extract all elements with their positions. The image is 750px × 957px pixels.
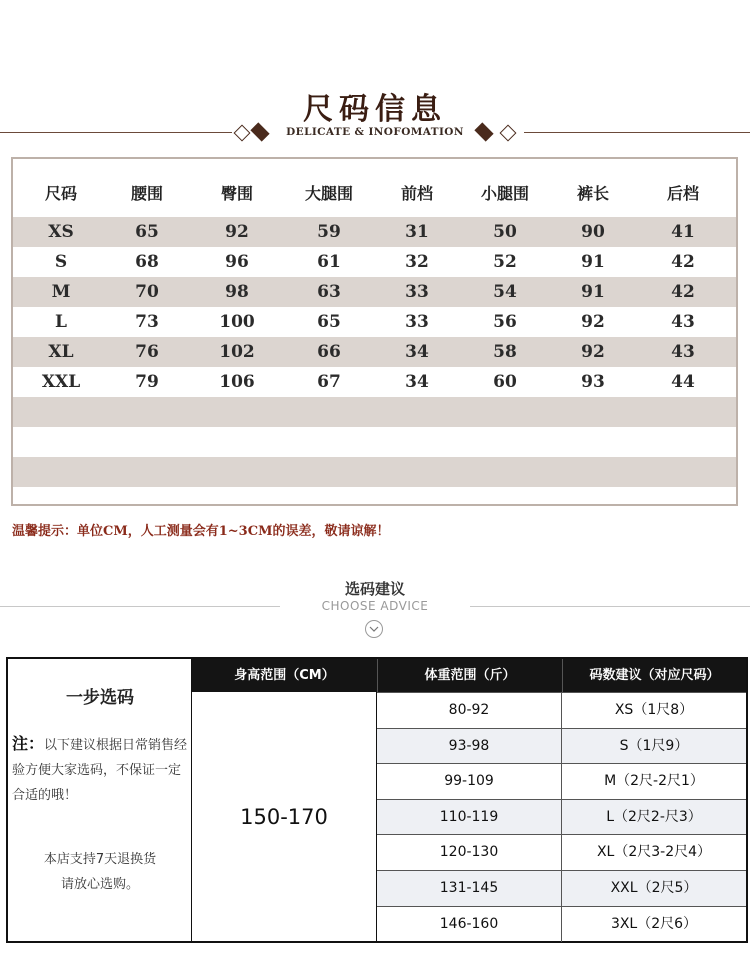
cell-thigh: 61 bbox=[317, 252, 341, 272]
policy-line-2: 请放心选购。 bbox=[60, 877, 139, 892]
cell-thigh: 65 bbox=[317, 312, 341, 332]
size-row-l bbox=[13, 307, 736, 337]
weight-range-cell: 146-160 bbox=[377, 907, 562, 942]
cell-back-rise: 41 bbox=[671, 222, 695, 242]
cell-front-rise: 33 bbox=[405, 312, 429, 332]
size-row-xs bbox=[13, 217, 736, 247]
weight-range-cell: 110-119 bbox=[377, 800, 562, 835]
advice-left-panel bbox=[8, 659, 192, 941]
size-advice-cell: L（2尺2-尺3） bbox=[606, 808, 702, 825]
advice-divider-right bbox=[470, 606, 750, 607]
advice-row bbox=[377, 870, 746, 906]
weight-range-cell: 80-92 bbox=[377, 693, 562, 728]
cell-calf: 60 bbox=[493, 372, 517, 392]
note-label: 注： bbox=[12, 734, 45, 753]
weight-range-cell: 93-98 bbox=[377, 729, 562, 764]
cell-length: 91 bbox=[581, 282, 605, 302]
header-length: 裤长 bbox=[576, 184, 609, 203]
measurement-tip: 温馨提示：单位CM，人工测量会有1~3CM的误差，敬请谅解！ bbox=[12, 524, 390, 539]
cell-length: 90 bbox=[581, 222, 605, 242]
diamond-ornament-right bbox=[474, 124, 522, 142]
cell-front-rise: 33 bbox=[405, 282, 429, 302]
header-height-range: 身高范围（CM） bbox=[192, 659, 377, 692]
advice-section-subtitle: CHOOSE ADVICE bbox=[321, 599, 429, 613]
empty-row bbox=[13, 427, 736, 457]
cell-back-rise: 42 bbox=[671, 252, 695, 272]
cell-size: XXL bbox=[41, 372, 81, 392]
cell-front-rise: 34 bbox=[405, 372, 429, 392]
header-weight-range: 体重范围（斤） bbox=[377, 659, 562, 692]
size-row-s bbox=[13, 247, 736, 277]
cell-size: M bbox=[51, 282, 71, 302]
size-row-m bbox=[13, 277, 736, 307]
cell-front-rise: 32 bbox=[405, 252, 429, 272]
size-advice-cell: XXL（2尺5） bbox=[610, 880, 698, 896]
cell-waist: 70 bbox=[135, 282, 159, 302]
header-hip: 臀围 bbox=[220, 184, 253, 203]
title-divider-left bbox=[0, 132, 232, 133]
cell-thigh: 63 bbox=[317, 282, 341, 302]
cell-waist: 79 bbox=[135, 372, 159, 392]
cell-length: 91 bbox=[581, 252, 605, 272]
cell-waist: 65 bbox=[135, 222, 159, 242]
advice-row bbox=[377, 906, 746, 942]
size-row-xl bbox=[13, 337, 736, 367]
cell-waist: 76 bbox=[135, 342, 159, 362]
header-size-advice: 码数建议（对应尺码） bbox=[562, 659, 746, 692]
advice-section-title: 选码建议 bbox=[344, 580, 405, 598]
size-advice-cell: 3XL（2尺6） bbox=[610, 915, 698, 932]
header-back-rise: 后档 bbox=[666, 184, 699, 203]
size-section-title: 尺码信息 bbox=[303, 92, 447, 127]
cell-size: L bbox=[55, 312, 67, 332]
cell-waist: 68 bbox=[135, 252, 159, 272]
cell-thigh: 66 bbox=[317, 342, 341, 362]
cell-size: XS bbox=[48, 222, 74, 242]
cell-hip: 92 bbox=[225, 222, 249, 242]
size-row-xxl bbox=[13, 367, 736, 397]
header-thigh: 大腿围 bbox=[304, 184, 353, 203]
cell-back-rise: 43 bbox=[671, 342, 695, 362]
cell-thigh: 67 bbox=[317, 372, 341, 392]
advice-row bbox=[377, 763, 746, 799]
cell-size: S bbox=[54, 252, 68, 272]
cell-calf: 58 bbox=[493, 342, 517, 362]
size-section-subtitle: DELICATE & INOFOMATION bbox=[286, 126, 464, 138]
cell-thigh: 59 bbox=[317, 222, 341, 242]
advice-row bbox=[377, 728, 746, 764]
advice-row bbox=[377, 834, 746, 870]
size-advice-cell: S（1尺9） bbox=[619, 737, 689, 754]
header-calf: 小腿围 bbox=[480, 184, 529, 203]
height-range-value: 150-170 bbox=[192, 692, 377, 941]
cell-front-rise: 31 bbox=[405, 222, 429, 242]
chevron-down-icon bbox=[365, 620, 383, 638]
cell-calf: 54 bbox=[493, 282, 517, 302]
cell-calf: 50 bbox=[493, 222, 517, 242]
advice-table bbox=[6, 657, 748, 943]
cell-hip: 106 bbox=[219, 372, 255, 392]
size-table bbox=[11, 157, 738, 506]
header-waist: 腰围 bbox=[130, 184, 163, 203]
cell-hip: 98 bbox=[225, 282, 249, 302]
size-advice-cell: XS（1尺8） bbox=[614, 702, 694, 718]
cell-length: 92 bbox=[581, 312, 605, 332]
cell-calf: 56 bbox=[493, 312, 517, 332]
diamond-ornament-left bbox=[234, 124, 282, 142]
header-front-rise: 前档 bbox=[400, 184, 433, 203]
weight-range-cell: 131-145 bbox=[377, 871, 562, 906]
cell-length: 92 bbox=[581, 342, 605, 362]
cell-back-rise: 42 bbox=[671, 282, 695, 302]
step-title: 一步选码 bbox=[66, 688, 134, 708]
cell-size: XL bbox=[48, 342, 74, 362]
advice-note bbox=[12, 731, 192, 808]
header-size: 尺码 bbox=[44, 184, 77, 203]
empty-row bbox=[13, 457, 736, 487]
cell-hip: 102 bbox=[219, 342, 255, 362]
cell-hip: 96 bbox=[225, 252, 249, 272]
cell-waist: 73 bbox=[135, 312, 159, 332]
title-divider-right bbox=[524, 132, 750, 133]
cell-front-rise: 34 bbox=[405, 342, 429, 362]
policy-line-1: 本店支持7天退换货 bbox=[43, 852, 157, 867]
cell-back-rise: 44 bbox=[671, 372, 695, 392]
return-policy bbox=[8, 847, 192, 897]
advice-row bbox=[377, 692, 746, 728]
weight-range-cell: 120-130 bbox=[377, 835, 562, 870]
cell-calf: 52 bbox=[493, 252, 517, 272]
size-advice-cell: M（2尺-2尺1） bbox=[604, 773, 704, 790]
cell-length: 93 bbox=[581, 372, 605, 392]
advice-row bbox=[377, 799, 746, 835]
weight-range-cell: 99-109 bbox=[377, 764, 562, 799]
empty-row bbox=[13, 397, 736, 427]
cell-back-rise: 43 bbox=[671, 312, 695, 332]
size-advice-cell: XL（2尺3-2尺4） bbox=[596, 844, 712, 861]
cell-hip: 100 bbox=[219, 312, 255, 332]
note-text: 以下建议根据日常销售经验方便大家选码，不保证一定合适的哦！ bbox=[12, 738, 188, 803]
